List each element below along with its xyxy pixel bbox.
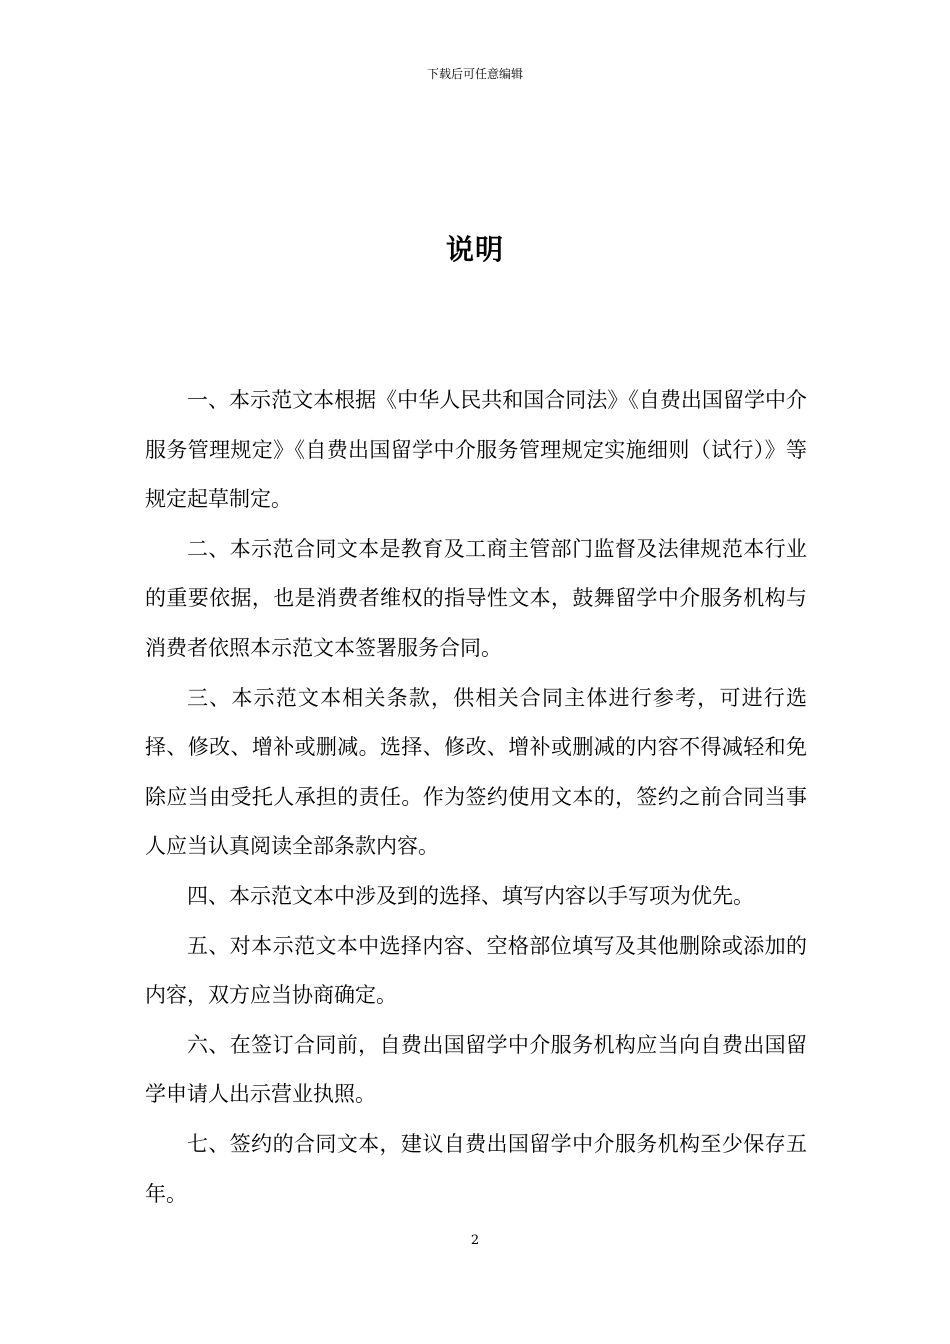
page-header: 下载后可任意编辑 — [426, 67, 523, 81]
page-number: 2 — [470, 1233, 480, 1248]
paragraph-2: 二、本示范合同文本是教育及工商主管部门监督及法律规范本行业的重要依据，也是消费者维权的指导性文本，鼓舞留学中介服务机构与消费者依照本示范文本签署服务合同。 — [145, 536, 807, 660]
document-body — [145, 376, 807, 1219]
paragraph-3: 三、本示范文本相关条款，供相关合同主体进行参考，可进行选择、修改、增补或删减。选择、修改、增补或删减的内容不得减轻和免除应当由受托人承担的责任。作为签约使用文本的，签约之前合同当事人应当认真阅读全部条款内容。 — [145, 685, 807, 859]
paragraph-1: 一、本示范文本根据《中华人民共和国合同法》《自费出国留学中介服务管理规定》《自费出国留学中介服务管理规定实施细则（试行）》等规定起草制定。 — [145, 388, 807, 512]
paragraph-6: 六、在签订合同前，自费出国留学中介服务机构应当向自费出国留学申请人出示营业执照。 — [145, 1032, 807, 1107]
document-title: 说明 — [445, 233, 504, 266]
paragraph-4: 四、本示范文本中涉及到的选择、填写内容以手写项为优先。 — [187, 883, 754, 908]
paragraph-5: 五、对本示范文本中选择内容、空格部位填写及其他删除或添加的内容，双方应当协商确定。 — [145, 933, 807, 1008]
paragraph-7: 七、签约的合同文本，建议自费出国留学中介服务机构至少保存五年。 — [145, 1131, 807, 1206]
